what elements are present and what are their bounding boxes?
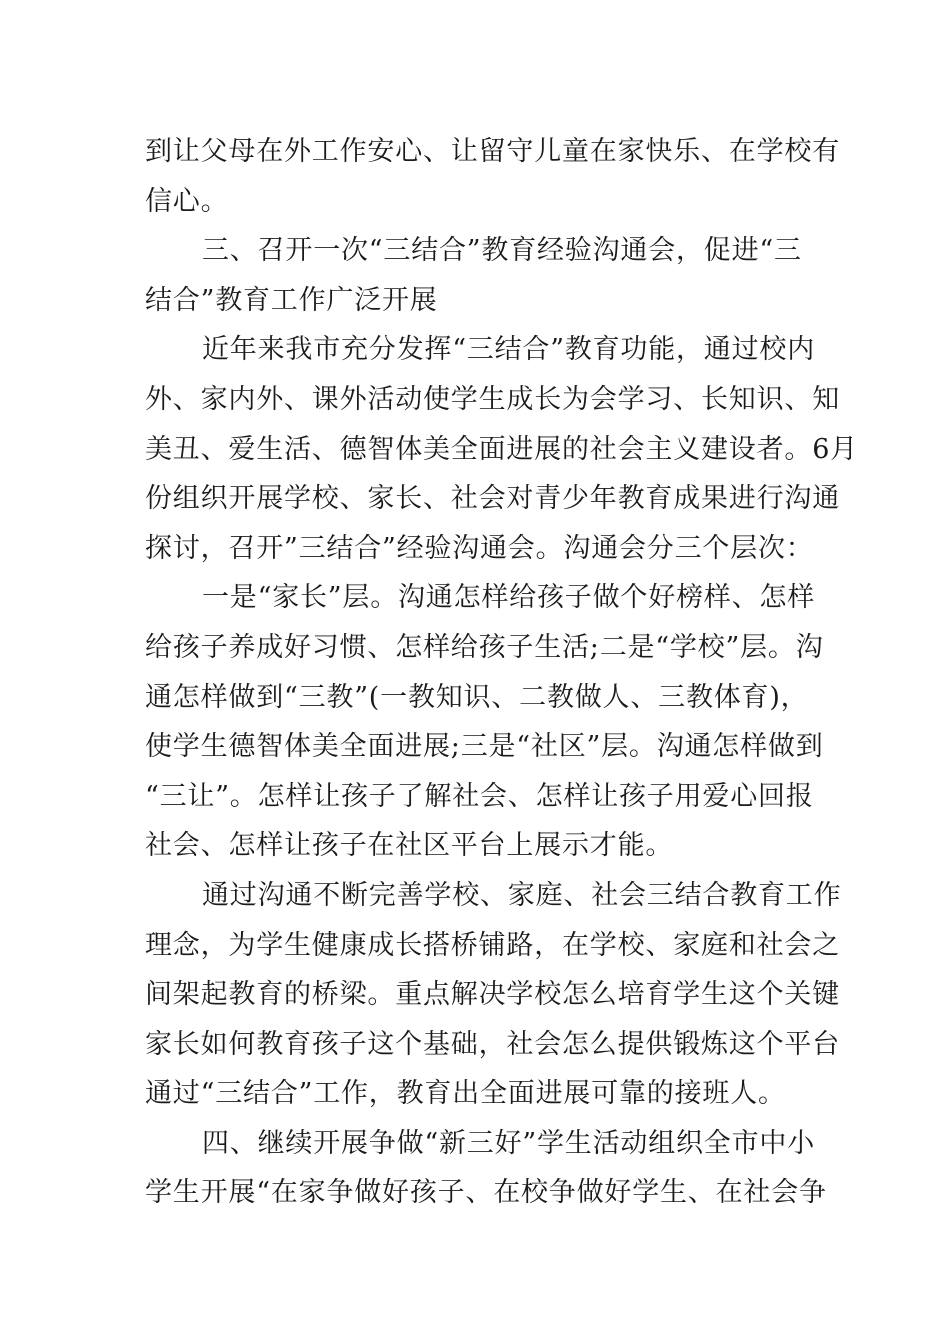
text-line: 三、召开一次“三结合”教育经验沟通会，促进“三 (202, 235, 802, 267)
text-line: “三让”。怎样让孩子了解社会、怎样让孩子用爱心回报 (145, 780, 814, 812)
text-line: 四、继续开展争做“新三好”学生活动组织全市中小 (202, 1127, 816, 1159)
text-line: 通过“三结合”工作，教育出全面进展可靠的接班人。 (145, 1078, 786, 1110)
text-line: 通过沟通不断完善学校、家庭、社会三结合教育工作 (202, 879, 842, 911)
text-line: 结合”教育工作广泛开展 (145, 284, 438, 316)
text-line: 间架起教育的桥梁。重点解决学校怎么培育学生这个关键 (145, 979, 840, 1011)
text-line: 家长如何教育孩子这个基础，社会怎么提供锻炼这个平台 (145, 1028, 840, 1060)
text-line: 外、家内外、课外活动使学生成长为会学习、长知识、知 (145, 383, 840, 415)
text-line: 给孩子养成好习惯、怎样给孩子生活;二是“学校”层。沟 (145, 631, 824, 663)
text-line: 通怎样做到“三教”(一教知识、二教做人、三教体育)， (145, 681, 809, 713)
text-line: 理念，为学生健康成长搭桥铺路，在学校、家庭和社会之 (145, 929, 840, 961)
text-line: 社会、怎样让孩子在社区平台上展示才能。 (145, 830, 674, 862)
text-line: 份组织开展学校、家长、社会对青少年教育成果进行沟通 (145, 483, 840, 515)
text-line: 探讨，召开”三结合”经验沟通会。沟通会分三个层次： (145, 532, 814, 564)
text-line: 到让父母在外工作安心、让留守儿童在家快乐、在学校有 (145, 136, 840, 167)
text-line: 近年来我市充分发挥“三结合”教育功能，通过校内 (202, 334, 816, 366)
text-line: 学生开展“在家争做好孩子、在校争做好学生、在社会争 (145, 1177, 827, 1209)
text-line: 美丑、爱生活、德智体美全面进展的社会主义建设者。6月 (145, 433, 858, 465)
text-line: 使学生德智体美全面进展;三是“社区”层。沟通怎样做到 (145, 731, 824, 763)
text-line: 一是“家长”层。沟通怎样给孩子做个好榜样、怎样 (202, 582, 816, 614)
document-body (145, 127, 858, 1218)
text-line: 信心。 (145, 185, 229, 217)
